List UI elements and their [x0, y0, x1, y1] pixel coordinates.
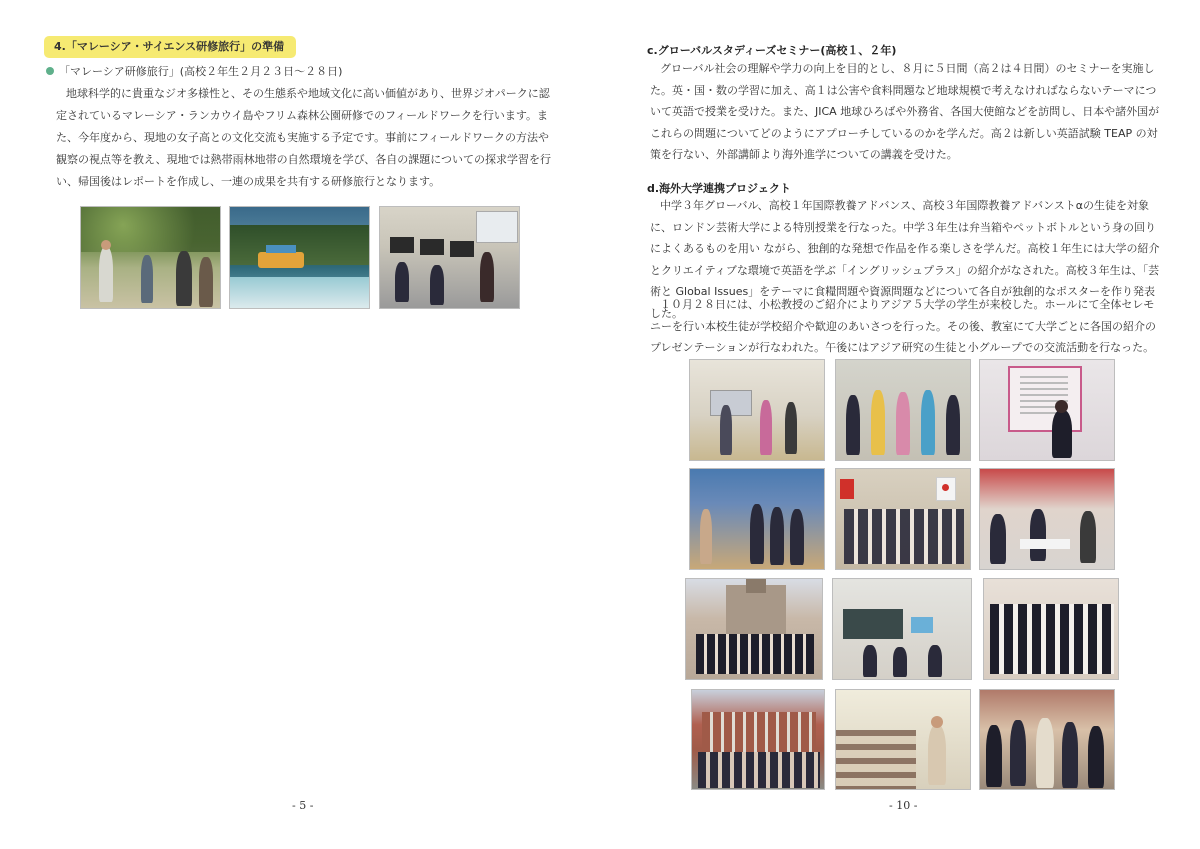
right-page — [600, 0, 1200, 849]
page-number-right: - 10 - — [889, 799, 918, 812]
page-number-left: - 5 - — [292, 799, 314, 812]
section-d-title: d.海外大学連携プロジェクト — [647, 182, 791, 195]
photo-lecture-room — [832, 578, 972, 680]
photo-student-speech — [979, 359, 1115, 461]
photo-red-brick-building-group — [691, 689, 825, 790]
subheading — [46, 63, 342, 79]
section-d-paragraph-1: 中学３年グローバル、高校１年国際教養アドバンス、高校３年国際教養アドバンストαの生徒を対象に、ロンドン芸術大学による特別授業を行なった。中学３年生は弁当箱やペットボトルという身の回りによくあるものを用い ながら、独創的な発想で作品を作る楽しさを学んだ。高校１年生には大学の紹介とクリエイティブな環境で英語を学ぶ「イングリッシュプラス」の紹介がなされた。高校３年生は、「芸術と Global Issues」をテーマに食糧問題や資源問題などについて各自が独創的なポスターを作り発表した。 — [650, 199, 1160, 320]
photo-group-with-flags — [835, 468, 971, 570]
photo-computer-classroom — [379, 206, 520, 309]
photo-students-traditional-dress — [835, 359, 971, 461]
section-heading: 4.「マレーシア・サイエンス研修旅行」の準備 — [44, 36, 296, 58]
photo-classroom-teacher — [835, 689, 971, 790]
section-d-paragraph-2: １０月２８日には、小松教授のご紹介によりアジア５大学の学生が来校した。ホールにて全体セレモニーを行い本校生徒が学校紹介や歓迎のあいさつを行った。その後、教室にて大学ごとに各国の紹介のプレゼンテーションが行なわれた。午後にはアジア研究の生徒と小グループでの交流活動を行なった。 — [650, 298, 1156, 354]
photo-university-building-group — [685, 578, 823, 680]
photo-boat-river — [229, 206, 370, 309]
malaysia-paragraph: 地球科学的に貴重なジオ多様性と、その生態系や地域文化に高い価値があり、世界ジオパークに認定されているマレーシア・ランカウイ島やフリム森林公園研修でのフィールドワークを行います。また、今年度から、現地の女子高との文化交流も実施する予定です。事前にフィールドワークの方法や観察の視点等を教え、現地では熱帯雨林地帯の自然環境を学び、各自の課題についての探求学習を行い、帰国後はレポートを作成し、一連の成果を共有する研修旅行となります。 — [56, 87, 551, 188]
section-c-paragraph: グローバル社会の理解や学力の向上を目的とし、８月に５日間（高２は４日間）のセミナーを実施した。英・国・数の学習に加え、高１は公害や食料問題など地球規模で考えなければならないテーマについて英語で授業を受けた。また、JICA 地球ひろばや外務省、各国大使館などを訪問し、日本や諸外国がこれらの問題についてどのようにアプローチしているのかを学んだ。高２は新しい英語試験 TEAP の対策を行ない、外部講師より海外進学についての講義を受けた。 — [650, 62, 1160, 161]
photo-group-with-signs — [983, 578, 1119, 680]
bullet-icon — [46, 67, 54, 75]
section-c-title: c.グローバルスタディーズセミナー(高校１、２年) — [647, 44, 897, 57]
photo-forest-fieldwork — [80, 206, 221, 309]
photo-hall-presentation — [689, 359, 825, 461]
photo-outdoor-group-selfie — [979, 689, 1115, 790]
photo-classroom-discussion — [979, 468, 1115, 570]
photo-library-group — [689, 468, 825, 570]
subheading-text: 「マレーシア研修旅行」(高校２年生２月２３日～２８日) — [59, 65, 343, 78]
